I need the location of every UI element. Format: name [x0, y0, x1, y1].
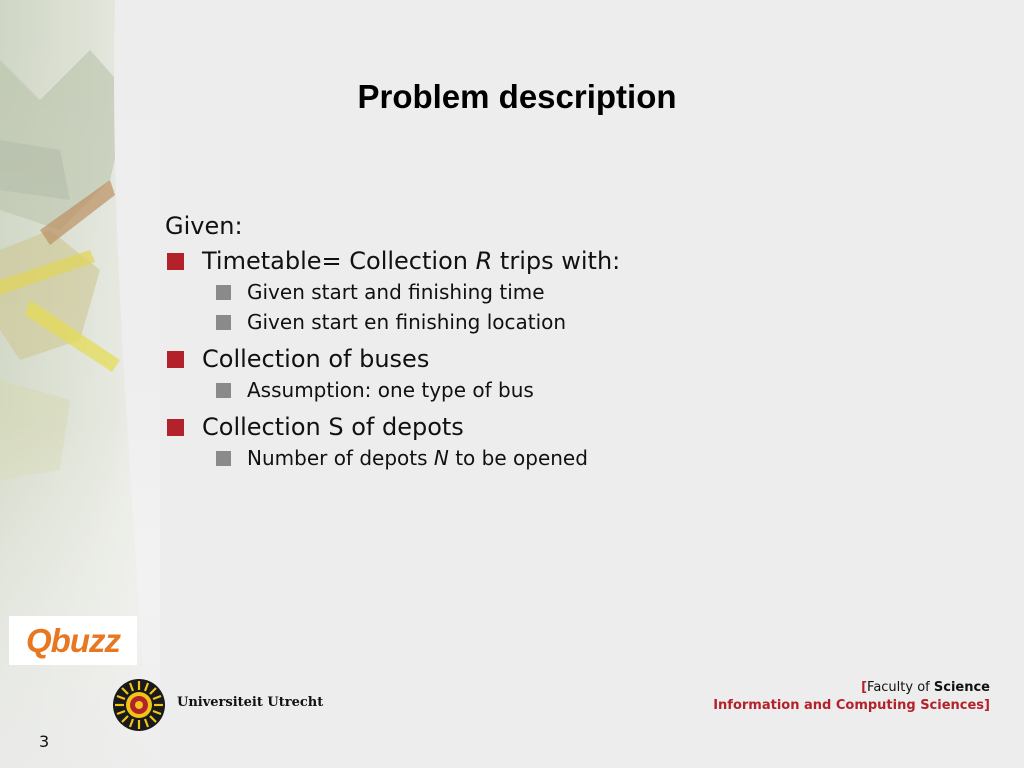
faculty-footer: [713, 679, 990, 715]
sub-bullet-item-location: Given start en finishing location: [165, 307, 985, 342]
page-number: 3: [39, 732, 50, 751]
bullet-item-timetable: Timetable= Collection R trips with:: [165, 244, 985, 279]
red-square-bullet-icon: [167, 253, 184, 270]
gray-square-bullet-icon: [216, 285, 231, 300]
intro-text: Given:: [165, 212, 243, 240]
sub-bullet-item-assumption: Assumption: one type of bus: [165, 375, 985, 410]
red-square-bullet-icon: [167, 351, 184, 368]
department-line: Information and Computing Sciences]: [713, 698, 990, 713]
slide-body: [165, 208, 985, 478]
gray-square-bullet-icon: [216, 315, 231, 330]
qbuzz-logo: Qbuzz: [9, 616, 137, 665]
bullet-item-depots: Collection S of depots: [165, 410, 985, 445]
gray-square-bullet-icon: [216, 451, 231, 466]
sub-bullet-item-number-depots: Number of depots N to be opened: [165, 443, 985, 478]
red-square-bullet-icon: [167, 419, 184, 436]
gray-square-bullet-icon: [216, 383, 231, 398]
university-seal-icon: [112, 678, 166, 732]
university-name: Universiteit Utrecht: [177, 695, 324, 710]
bullet-item-buses: Collection of buses: [165, 342, 985, 377]
sub-bullet-item-time: Given start and finishing time: [165, 277, 985, 312]
slide-title: Problem description: [357, 78, 677, 115]
faculty-line: [Faculty of Science: [861, 680, 990, 695]
